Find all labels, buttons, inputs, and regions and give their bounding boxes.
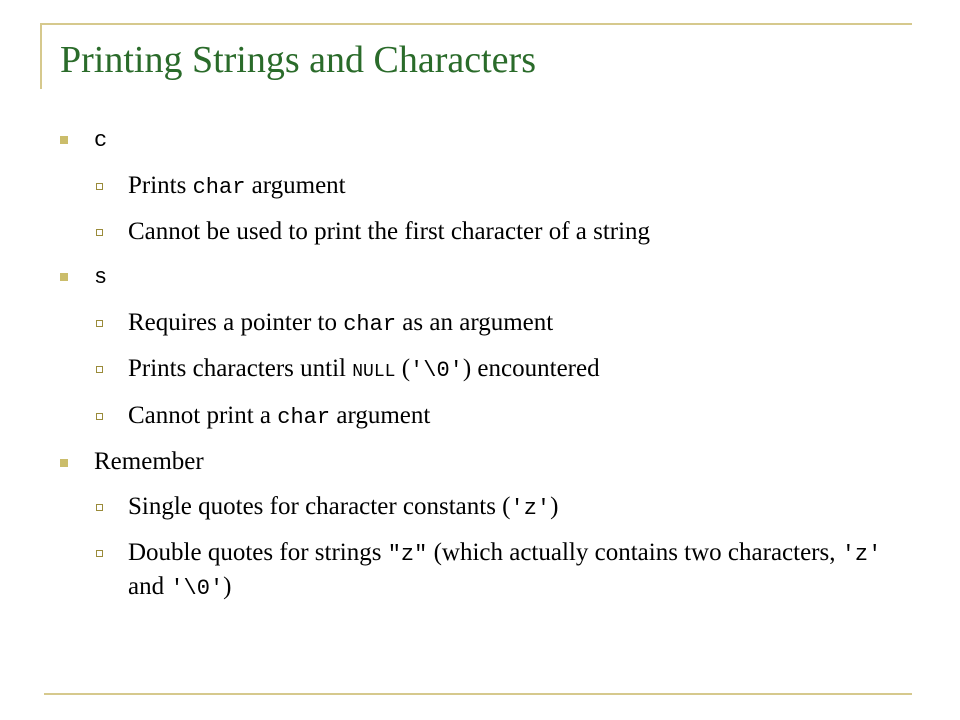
sub-bullet — [96, 216, 900, 248]
sub-bullet — [96, 170, 900, 204]
text: Requires a pointer to — [128, 309, 344, 336]
square-bullet-icon — [60, 273, 68, 281]
bullet-label: s — [94, 265, 108, 290]
code: char — [343, 312, 397, 337]
text: Cannot be used to print the first character of a string — [128, 218, 651, 245]
code: 'z' — [510, 496, 551, 521]
square-bullet-icon — [60, 136, 68, 144]
hollow-square-bullet-icon — [96, 320, 103, 327]
code: '\0' — [170, 576, 224, 601]
hollow-square-bullet-icon — [96, 229, 103, 236]
code: 'z' — [841, 542, 882, 567]
frame-left-rule — [40, 23, 42, 89]
bullet-label: c — [94, 128, 108, 153]
bullet-label: Remember — [94, 448, 204, 475]
text: argument — [330, 402, 431, 429]
text: ( — [395, 355, 411, 382]
sub-bullet — [96, 307, 900, 341]
hollow-square-bullet-icon — [96, 550, 103, 557]
code: NULL — [352, 362, 396, 382]
bullet-remember — [60, 446, 900, 478]
bullet-c — [60, 123, 900, 157]
hollow-square-bullet-icon — [96, 366, 103, 373]
slide-content — [60, 123, 900, 617]
code: '\0' — [410, 358, 463, 383]
sub-bullet — [96, 400, 900, 434]
text: Prints characters until — [128, 355, 353, 382]
hollow-square-bullet-icon — [96, 183, 103, 190]
code: "z" — [387, 542, 428, 567]
frame-top-rule — [40, 23, 912, 25]
hollow-square-bullet-icon — [96, 504, 103, 511]
text: (which actually contains two characters, — [427, 539, 842, 566]
sub-bullet — [96, 537, 900, 605]
text: Prints — [128, 172, 193, 199]
text: Single quotes for character constants ( — [128, 493, 511, 520]
slide-title: Printing Strings and Characters — [60, 39, 536, 81]
text: Cannot print a — [128, 402, 278, 429]
text: and — [128, 573, 171, 600]
hollow-square-bullet-icon — [96, 413, 103, 420]
text: ) encountered — [462, 355, 600, 382]
code: char — [192, 175, 246, 200]
bullet-s — [60, 260, 900, 294]
code: char — [277, 405, 331, 430]
text: argument — [245, 172, 346, 199]
text: as an argument — [396, 309, 554, 336]
text: ) — [550, 493, 559, 520]
frame-bottom-rule — [44, 693, 912, 695]
text: Double quotes for strings — [128, 539, 388, 566]
sub-bullet — [96, 491, 900, 525]
square-bullet-icon — [60, 459, 68, 467]
sub-bullet — [96, 353, 900, 388]
text: ) — [223, 573, 232, 600]
